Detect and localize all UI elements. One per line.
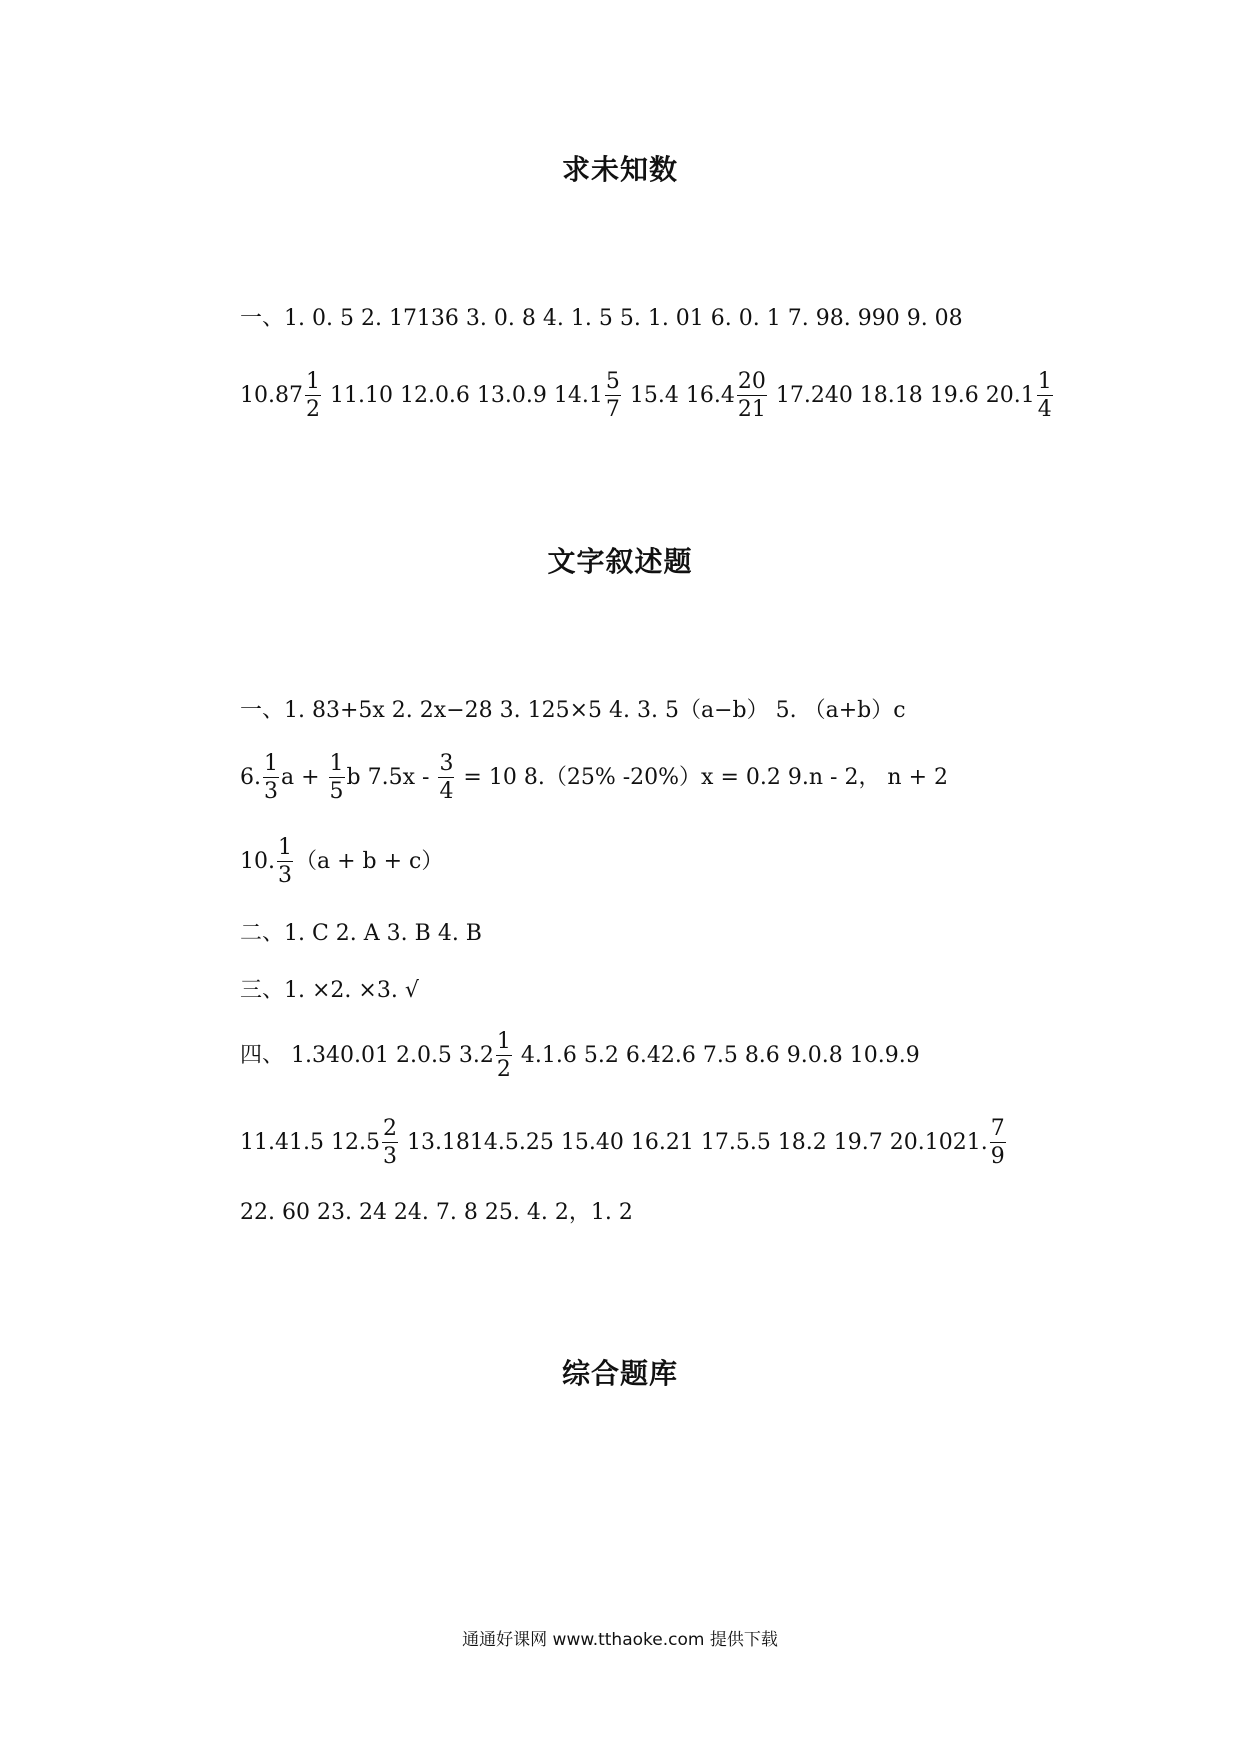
fraction-numerator: 7 [990, 1117, 1006, 1143]
fraction-numerator: 1 [1037, 370, 1053, 396]
fraction [329, 752, 345, 803]
section2-line3 [240, 836, 443, 887]
text-segment: a + [281, 764, 327, 790]
fraction [605, 370, 621, 421]
fraction-numerator: 1 [496, 1030, 512, 1056]
fraction-denominator: 7 [605, 397, 620, 423]
section1-line2 [240, 370, 1055, 421]
fraction-numerator: 3 [438, 752, 454, 778]
fraction-denominator: 2 [305, 397, 320, 423]
fraction [263, 752, 279, 803]
section2-line6 [240, 1030, 920, 1081]
text-segment: 10. [240, 848, 275, 874]
fraction-numerator: 1 [305, 370, 321, 396]
fraction-numerator: 1 [277, 836, 293, 862]
heading-comprehensive: 综合题库 [561, 1357, 678, 1390]
text-segment: 四、 1.340.01 2.0.5 3.2 [240, 1042, 494, 1068]
fraction [382, 1117, 398, 1168]
section2-line4: 二、1. C 2. A 3. B 4. B [240, 921, 482, 946]
fraction-denominator: 21 [737, 397, 766, 423]
text-segment: 13.1814.5.25 15.40 16.21 17.5.5 18.2 19.7 20.1021. [399, 1129, 988, 1155]
text-segment: = 10 8.（25% -20%）x = 0.2 9.n - 2， n + 2 [456, 764, 949, 790]
fraction [305, 370, 321, 421]
text-segment: 15.4 16.4 [622, 382, 735, 408]
section2-line5: 三、1. ×2. ×3. √ [240, 978, 419, 1003]
heading-word-problems: 文字叙述题 [547, 545, 693, 578]
text-segment: 6. [240, 764, 261, 790]
fraction [1037, 370, 1053, 421]
text-segment: 11.41.5 12.5 [240, 1129, 380, 1155]
section2-line2 [240, 752, 948, 803]
section2-line1: 一、1. 83+5x 2. 2x−28 3. 125×5 4. 3. 5（a−b） 5. （a+b）c [240, 698, 906, 723]
text-segment: 17.240 18.18 19.6 20.1 [768, 382, 1035, 408]
section1-line1: 一、1. 0. 5 2. 17136 3. 0. 8 4. 1. 5 5. 1. 01 6. 0. 1 7. 98. 990 9. 08 [240, 306, 963, 331]
fraction [990, 1117, 1006, 1168]
fraction [277, 836, 293, 887]
fraction-denominator: 4 [1037, 397, 1052, 423]
text-segment: 10.87 [240, 382, 303, 408]
fraction-numerator: 1 [329, 752, 345, 778]
fraction [737, 370, 767, 421]
fraction-denominator: 3 [382, 1144, 397, 1170]
fraction-denominator: 2 [496, 1057, 511, 1083]
fraction [496, 1030, 512, 1081]
fraction [438, 752, 454, 803]
fraction-denominator: 4 [439, 779, 454, 805]
heading-solve-unknown: 求未知数 [561, 153, 678, 186]
fraction-numerator: 5 [605, 370, 621, 396]
fraction-numerator: 1 [263, 752, 279, 778]
fraction-denominator: 3 [264, 779, 278, 805]
text-segment: b 7.5x - [346, 764, 437, 790]
fraction-numerator: 20 [737, 370, 767, 396]
fraction-denominator: 9 [990, 1144, 1005, 1170]
section2-line8: 22. 60 23. 24 24. 7. 8 25. 4. 2，1. 2 [240, 1200, 633, 1225]
page-footer: 通通好课网 www.tthaoke.com 提供下载 [462, 1630, 778, 1650]
text-segment: （a + b + c） [295, 848, 444, 874]
fraction-numerator: 2 [382, 1117, 398, 1143]
text-segment: 11.10 12.0.6 13.0.9 14.1 [322, 382, 603, 408]
fraction-denominator: 5 [329, 779, 344, 805]
fraction-denominator: 3 [278, 863, 292, 889]
text-segment: 4.1.6 5.2 6.42.6 7.5 8.6 9.0.8 10.9.9 [513, 1042, 920, 1068]
section2-line7 [240, 1117, 1008, 1168]
